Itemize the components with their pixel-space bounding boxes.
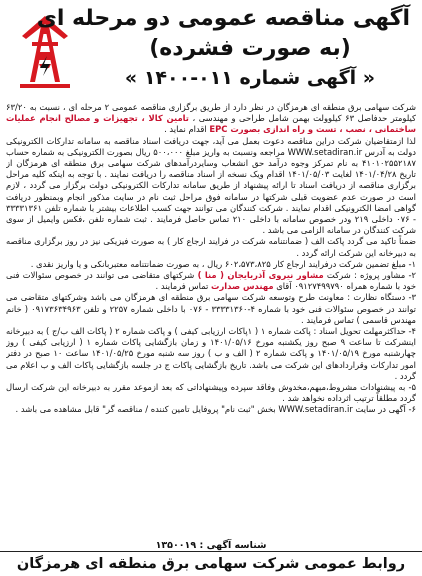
- item-consultant-text-b: شرکتهای متقاضی می توانند در خصوص سئوالات فنی خود با شماره همراه ۰۹۱۲۷۴۹۹۷۹۰ آقای: [6, 270, 416, 292]
- page-subtitle: (به صورت فشرده): [149, 36, 351, 61]
- item-conditions: ۵- به پیشنهادات مشروط،مبهم،مخدوش وفاقد سپرده وپیشنهاداتی که بعد ازموعد مقرر به دبیرخانه این شرکت ارسال گردد مطلقاً ترتیب اثرداده نخواهد شد .: [6, 382, 416, 404]
- header: [6, 4, 416, 100]
- item-deadline: ۴- حداکثرمهلت تحویل اسناد : پاکت شماره ۱ ( ۱پاکات ارزیابی کیفی ) و پاکت شماره ۲ ( پاکات الف ب/ج ) به دبیرخانه اینشرکت تا ساعت ۹ صبح روز یکشنبه مورخ ۱۴۰۱/۰۵/۱۶ و زمان بازگشایی پاکات شماره ۱ ( ارزیابی کیفی ) روز چهارشنبه مورخ ۱۴۰۱/۰۵/۱۹ و پاکت شماره ۲ ( الف و ب ) روز سه شنبه مورخ ۱۴۰۱/۰۵/۲۵ ساعت ۱۰ صبح در دفتر امور تدارکات وقراردادهای این شرکت می باشد. تاریخ بازگشایی پاکات ج در جلسه بازگشایی پاکات الف و ب اعلام می گردد .: [6, 326, 416, 381]
- item-consultant-text-a: ۲- مشاور پروژه : شرکت: [326, 270, 416, 281]
- intro-highlight: تامین کالا ، تجهیزات و مصالح انجام عملیات ساختمانی ، نصب ، تست و راه اندازی بصورت EPC: [6, 113, 416, 135]
- intro-paragraph: [6, 102, 416, 136]
- consultant-name: مشاور نیروی آذربایجان ( منا ): [197, 270, 324, 281]
- item-supervision: ۳- دستگاه نظارت : معاونت طرح وتوسعه شرکت سهامی برق منطقه ای هرمزگان می باشد وشرکتهای متقاضی می توانند در خصوص سئوالات فنی خود با شماره ۴-۳۳۳۳۱۳۶۰ - ۰۷۶ با داخلی شماره ۲۲۵۷ و تلفن ۰۹۱۷۳۶۳۴۹۶۳ ( خانم مهندس قاسمی ) تماس فرمایند .: [6, 292, 416, 325]
- page-title: آگهی مناقصه عمومی دو مرحله ای: [36, 6, 410, 31]
- title-block: [36, 4, 410, 92]
- intro-text-1: شرکت سهامی برق منطقه ای هرمزگان در نظر دارد از طریق برگزاری مناقصه عمومی ۲ مرحله ای ، نسبت به ۶۳/۲۰ کیلومتر حدفاصل ۶۳ کیلوولت بهمن شامل طراحی و مهندسی ،: [6, 102, 416, 124]
- item-consultant-text-c: تماس فرمایند .: [155, 281, 209, 292]
- item-website: ۶- آگهی در سایت WWW.setadiran.ir بخش "ثبت نام" پروفایل تامین کننده / مناقصه گر" قابل مشاهده می باشد .: [15, 404, 416, 415]
- intro-text-2: اقدام نماید .: [164, 124, 207, 135]
- advertisement-body: [6, 102, 416, 539]
- item-consultant: [6, 270, 416, 292]
- envelope-note: ضمناً تاکید می گردد پاکت الف ( ضمانتنامه شرکت در فرایند ارجاع کار ) به صورت فیزیکی نیز در روز برگزاری مناقصه به دبیرخانه این شرکت ارائه گردد .: [6, 236, 416, 258]
- footer-publisher: روابط عمومی شرکت سهامی برق منطقه ای هرمزگان: [0, 551, 422, 576]
- instructions-paragraph: لذا ازمتقاضیان شرکت دراین مناقصه دعوت بعمل می آید، جهت دریافت اسناد مناقصه به سامانه تدارکات الکترونیکی دولت به آدرس WWW.setadiran.ir مراجعه ونسبت به واریز مبلغ ۵۰۰،۰۰۰ ریال بصورت الکترونیکی به شماره حساب ۴۱۰۱۰۲۵۵۲۱۸۷ به نام تمرکز وجوه درآمد حق انشعاب وسایردرآمدهای شرکت سهامی برق منطقه ای هرمزگان از تاریخ ۱۴۰۱/۰۴/۲۸ لغایت ۱۴۰۱/۰۵/۰۳ اقدام ویک نسخه از اسناد مناقصه را دریافت نمایند . با توجه به اینکه کلیه مراحل برگزاری مناقصه از دریافت اسناد تا ارائه پیشنهاد از طریق سامانه تدارکات الکترونیکی دولت برگزار می گردد ، لازم است در صورت عدم عضویت قبلی شرکتها در سامانه فوق مراحل ثبت نام در سایت مذکور انجام وبمنظور دریافت گواهی امضا الکترونیکی اقدام نمایند . شرکت کنندگان می توانند جهت کسب اطلاعات بیشتر با شماره تلفن ۳۳۳۳۱۳۶۱ - ۰۷۶ داخلی ۲۱۹ ودر خصوص سامانه با داخلی ۲۱۰ تماس حاصل فرمایند . ثبت شماره تلفن ،فکس وایمیل از سوی شرکت کنندگان در سامانه الزامی می باشد .: [6, 135, 416, 236]
- item-guarantee: ۱- مبلغ تضمین شرکت درفرایند ارجاع کار ۶۰۲،۵۷۳،۸۲۵ ریال ، به صورت ضمانتنامه معتبربانکی و یا واریز نقدی .: [30, 258, 416, 269]
- consultant-contact-name: مهندس صدارت: [211, 281, 274, 292]
- ad-number: « آگهی شماره ۰۱۱-۱۴۰۰ »: [124, 67, 376, 89]
- ad-serial: شناسه آگهی : ۱۳۵۰۰۱۹: [155, 540, 267, 551]
